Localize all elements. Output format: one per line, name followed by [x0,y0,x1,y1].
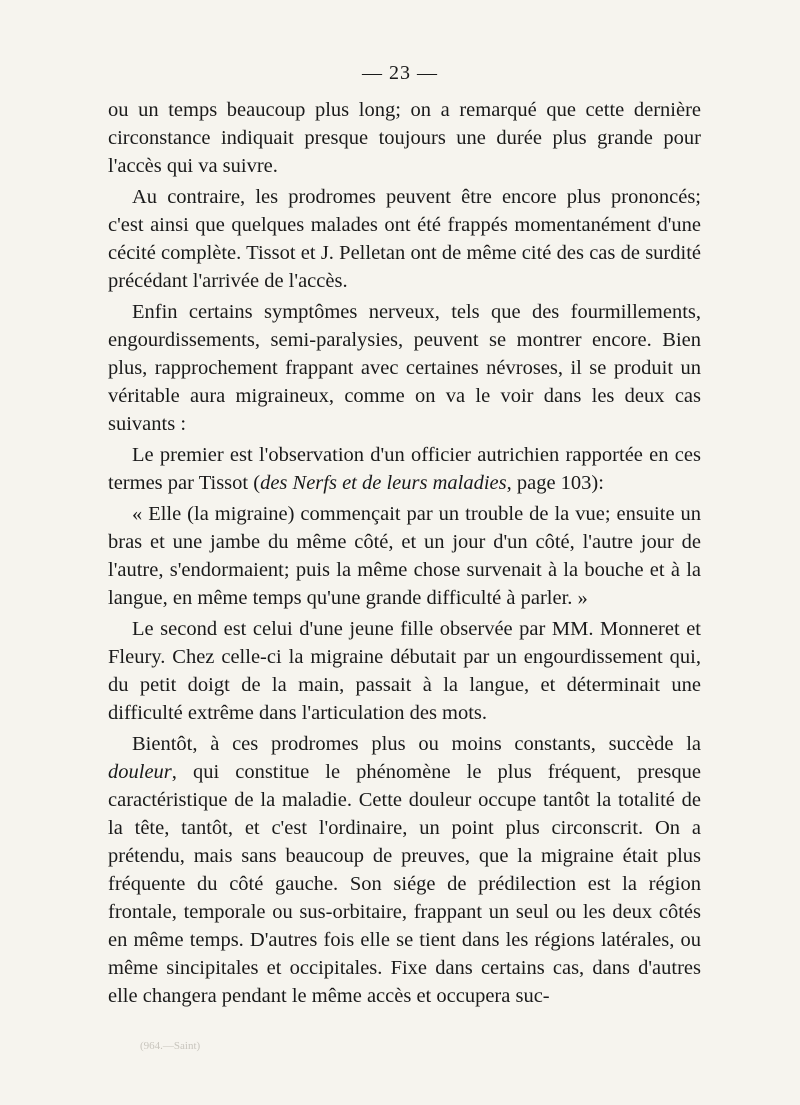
paragraph-5-quote: « Elle (la migraine) commençait par un trouble de la vue; ensuite un bras et une jambe du même côté, et un jour d'un côté, l'autre jour de l'autre, s'endormaient; puis la même chose survenait à la bouche et à la langue, en même temps qu'une grande difficulté à parler. » [108,503,701,609]
body-text [108,96,701,1013]
book-title: des Nerfs et de leurs maladies [260,472,507,494]
paragraph-4-post: , page 103): [506,472,604,494]
emphasis-douleur: douleur [108,761,172,783]
paragraph-4 [108,441,701,497]
paragraph-6: Le second est celui d'une jeune fille observée par MM. Monneret et Fleury. Chez celle-ci la migraine débutait par un engourdissement qui, du petit doigt de la main, passait à la langue, et déterminait une difficulté extrême dans l'articulation des mots. [108,618,701,724]
paragraph-1: ou un temps beaucoup plus long; on a remarqué que cette dernière circonstance indiquait presque toujours une durée plus grande pour l'accès qui va suivre. [108,99,701,177]
paragraph-7-post: , qui constitue le phénomène le plus fréquent, presque caractéristique de la maladie. Cette douleur occupe tantôt la totalité de la tête, tantôt, et c'est l'ordinaire, un point plus circonscrit. On a prétendu, mais sans beaucoup de preuves, que la migraine était plus fréquente du côté gauche. Son siége de prédilection est la région frontale, temporale ou sus-orbitaire, frappant un seul ou les deux côtés en même temps. D'autres fois elle se tient dans les régions latérales, ou même sincipitales et occipitales. Fixe dans certains cas, dans d'autres elle changera pendant le même accès et occupera suc- [108,761,701,1007]
paragraph-3: Enfin certains symptômes nerveux, tels que des fourmillements, engourdissements, semi-paralysies, peuvent se montrer encore. Bien plus, rapprochement frappant avec certaines névroses, il se produit un véritable aura migraineux, comme on va le voir dans les deux cas suivants : [108,301,701,435]
paragraph-7 [108,730,701,1010]
page-number: — 23 — [362,62,438,84]
paragraph-7-pre: Bientôt, à ces prodromes plus ou moins constants, succède la [132,733,701,755]
paragraph-2: Au contraire, les prodromes peuvent être encore plus prononcés; c'est ainsi que quelques malades ont été frappés momentanément d'une cécité complète. Tissot et J. Pelletan ont de même cité des cas de surdité précédant l'arrivée de l'accès. [108,186,701,292]
printer-mark: (964.—Saint) [140,1040,201,1052]
paragraph-4-pre: Le premier est l'observation d'un officier autrichien rapportée en ces termes par Tissot ( [108,444,701,494]
